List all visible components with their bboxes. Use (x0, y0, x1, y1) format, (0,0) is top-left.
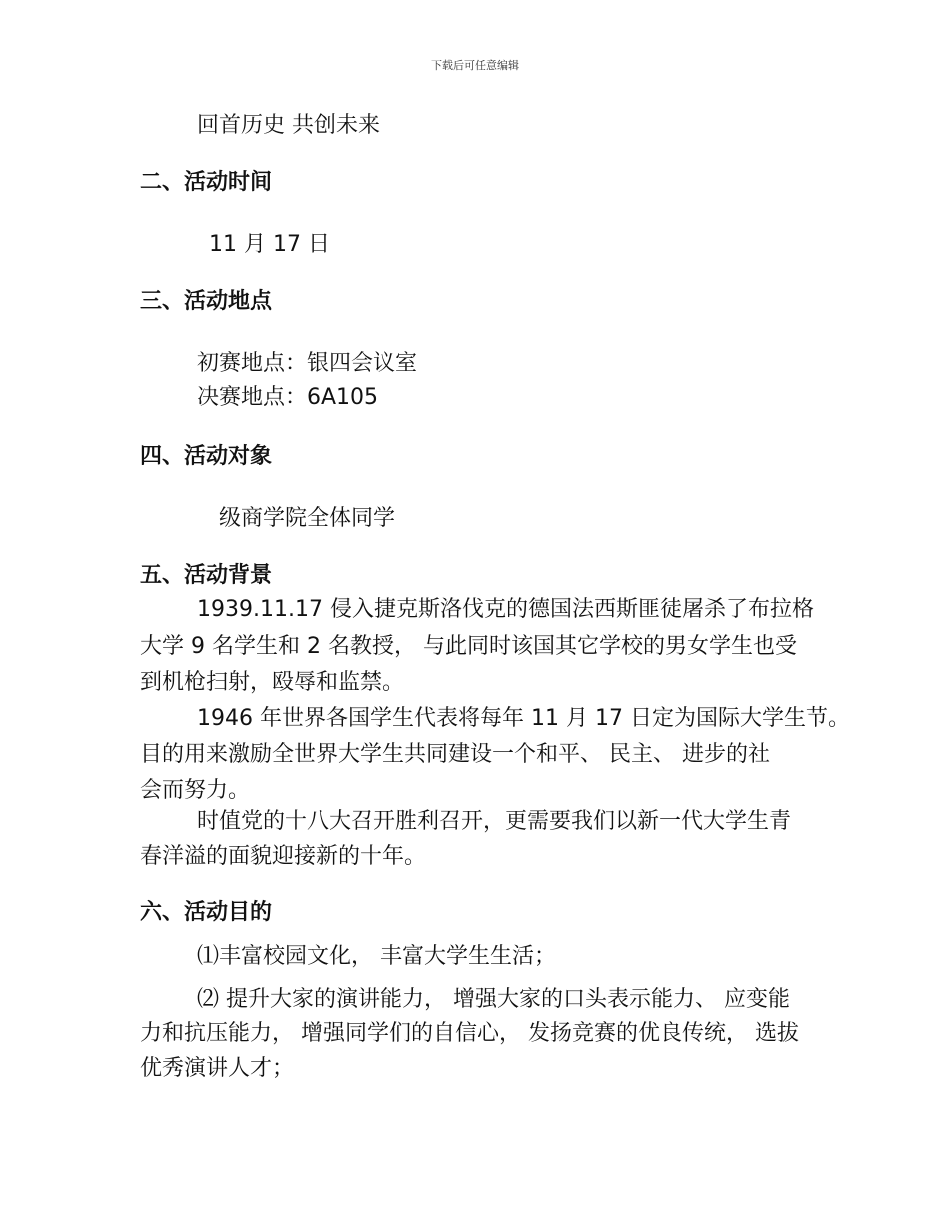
theme-text: 回首历史 共创未来 (197, 113, 380, 138)
background-line: 到机枪扫射，殴辱和监禁。 (140, 670, 405, 695)
final-location: 决赛地点：6A105 (197, 385, 379, 410)
purpose-line: ⑴丰富校园文化， 丰富大学生生活； (197, 944, 556, 969)
purpose-line: ⑵ 提升大家的演讲能力， 增强大家的口头表示能力、 应变能 (197, 987, 790, 1012)
purpose-line: 优秀演讲人才； (140, 1056, 295, 1081)
purpose-line: 力和抗压能力， 增强同学们的自信心， 发扬竞赛的优良传统， 选拔 (140, 1021, 799, 1046)
section-heading-background: 五、活动背景 (140, 563, 273, 588)
background-line: 时值党的十八大召开胜利召开，更需要我们以新一代大学生青 (197, 809, 792, 834)
background-line: 1946 年世界各国学生代表将每年 11 月 17 日定为国际大学生节。 (197, 706, 850, 731)
section-heading-audience: 四、活动对象 (140, 444, 273, 469)
page-header: 下载后可任意编辑 (431, 59, 519, 72)
section-heading-purpose: 六、活动目的 (140, 900, 273, 925)
background-line: 1939.11.17 侵入捷克斯洛伐克的德国法西斯匪徒屠杀了布拉格 (197, 597, 814, 622)
background-line: 会而努力。 (140, 778, 251, 803)
background-line: 大学 9 名学生和 2 名教授， 与此同时该国其它学校的男女学生也受 (140, 634, 797, 659)
background-line: 春洋溢的面貌迎接新的十年。 (140, 844, 427, 869)
background-line: 目的用来激励全世界大学生共同建设一个和平、 民主、 进步的社 (140, 742, 770, 767)
section-heading-time: 二、活动时间 (140, 170, 273, 195)
section-heading-location: 三、活动地点 (140, 289, 273, 314)
time-content: 11 月 17 日 (209, 232, 330, 257)
preliminary-location: 初赛地点：银四会议室 (197, 351, 418, 376)
audience-content: 级商学院全体同学 (219, 506, 396, 531)
